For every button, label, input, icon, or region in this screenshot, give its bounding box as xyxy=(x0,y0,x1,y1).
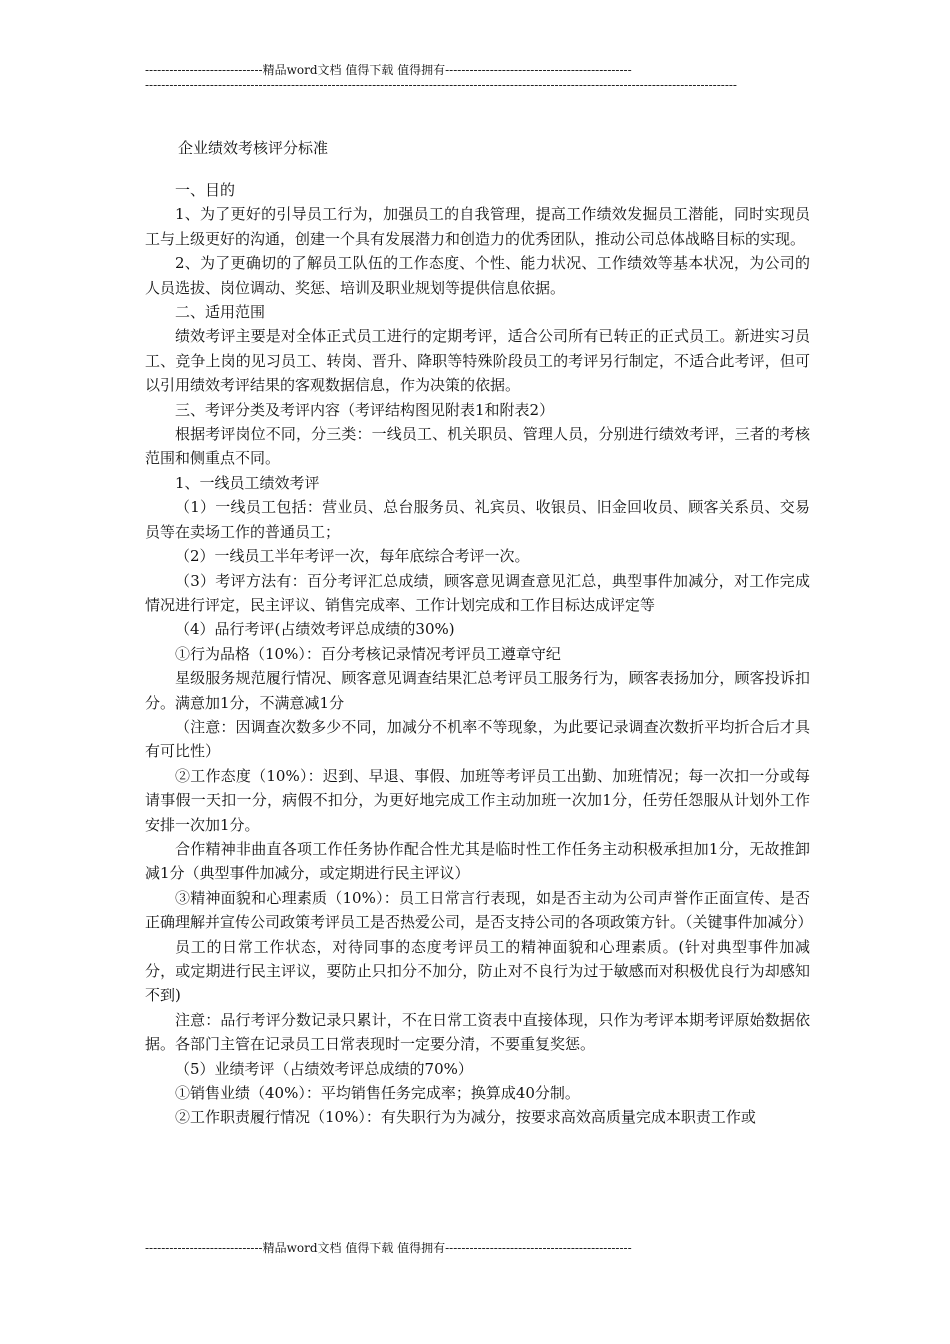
paragraph: 一、目的 xyxy=(175,181,236,199)
paragraph: （4）品行考评(占绩效考评总成绩的30%) xyxy=(175,620,455,639)
paragraph: ②工作职责履行情况（10%）：有失职行为为减分，按要求高效高质量完成本职责工作或 xyxy=(175,1108,756,1127)
paragraph: （5）业绩考评（占绩效考评总成绩的70%） xyxy=(175,1059,473,1078)
paragraph: 二、适用范围 xyxy=(175,303,266,322)
paragraph: 合作精神非曲直各项工作任务协作配合性尤其是临时性工作任务主动积极承担加1分，无故推卸减1分（典型事件加减分，或定期进行民主评议） xyxy=(145,839,810,883)
paragraph: 2、为了更确切的了解员工队伍的工作态度、个性、能力状况、工作绩效等基本状况，为公司的人员选拔、岗位调动、奖惩、培训及职业规划等提供信息依据。 xyxy=(145,254,810,297)
paragraph: 根据考评岗位不同，分三类：一线员工、机关职员、管理人员，分别进行绩效考评，三者的考核范围和侧重点不同。 xyxy=(145,425,810,468)
paragraph: 1、一线员工绩效考评 xyxy=(175,473,320,492)
paragraph: （注意：因调查次数多少不同，加减分不机率不等现象，为此要记录调查次数折平均折合后才具有可比性） xyxy=(145,717,810,761)
paragraph: 三、考评分类及考评内容（考评结构图见附表1和附表2） xyxy=(175,400,555,419)
paragraph: 1、为了更好的引导员工行为，加强员工的自我管理，提高工作绩效发掘员工潜能，同时实现员工与上级更好的沟通，创建一个具有发展潜力和创造力的优秀团队，推动公司总体战略目标的实现。 xyxy=(145,205,810,248)
paragraph: 注意：品行考评分数记录只累计，不在日常工资表中直接体现，只作为考评本期考评原始数据依据。各部门主管在记录员工日常表现时一定要分清，不要重复奖惩。 xyxy=(145,1010,810,1054)
paragraph: 绩效考评主要是对全体正式员工进行的定期考评，适合公司所有已转正的正式员工。新进实习员工、竞争上岗的见习员工、转岗、晋升、降职等特殊阶段员工的考评另行制定，不适合此考评，但可以引用绩效考评结果的客观数据信息，作为决策的依据。 xyxy=(145,327,810,395)
paragraph: 员工的日常工作状态，对待同事的态度考评员工的精神面貌和心理素质。(针对典型事件加减分，或定期进行民主评议，要防止只扣分不加分，防止对不良行为过于敏感而对积极优良行为却感知不到) xyxy=(145,937,810,1005)
paragraph: ①行为品格（10%）：百分考核记录情况考评员工遵章守纪 xyxy=(175,644,561,663)
page-header-banner: -----------------------------精品word文档 值得下载 值得拥有---------------------------------------------- xyxy=(145,63,632,77)
paragraph: ③精神面貌和心理素质（10%）：员工日常言行表现，如是否主动为公司声誉作正面宣传、是否正确理解并宣传公司政策考评员工是否热爱公司，是否支持公司的各项政策方针。（关键事件加减分） xyxy=(145,888,813,932)
document-body xyxy=(145,178,813,1130)
paragraph: 星级服务规范履行情况、顾客意见调查结果汇总考评员工服务行为，顾客表扬加分，顾客投诉扣分。满意加1分，不满意减1分 xyxy=(145,669,810,712)
page-footer-banner: -----------------------------精品word文档 值得下载 值得拥有---------------------------------------------- xyxy=(145,1241,632,1255)
paragraph: （2）一线员工半年考评一次，每年底综合考评一次。 xyxy=(175,547,530,566)
paragraph: ①销售业绩（40%）：平均销售任务完成率；换算成40分制。 xyxy=(175,1084,580,1103)
page-header-rule: -------------------------------------------------------------------------------------------------------------------------------------------------- xyxy=(145,78,737,92)
paragraph: （3）考评方法有：百分考评汇总成绩，顾客意见调查意见汇总，典型事件加减分，对工作完成情况进行评定，民主评议、销售完成率、工作计划完成和工作目标达成评定等 xyxy=(145,571,810,614)
paragraph: （1）一线员工包括：营业员、总台服务员、礼宾员、收银员、旧金回收员、顾客关系员、交易员等在卖场工作的普通员工； xyxy=(145,498,810,541)
document-title: 企业绩效考核评分标准 xyxy=(178,139,329,157)
paragraph: ②工作态度（10%）：迟到、早退、事假、加班等考评员工出勤、加班情况；每一次扣一分或每请事假一天扣一分，病假不扣分，为更好地完成工作主动加班一次加1分，任劳任怨服从计划外工作安排一次加1分。 xyxy=(145,766,810,834)
